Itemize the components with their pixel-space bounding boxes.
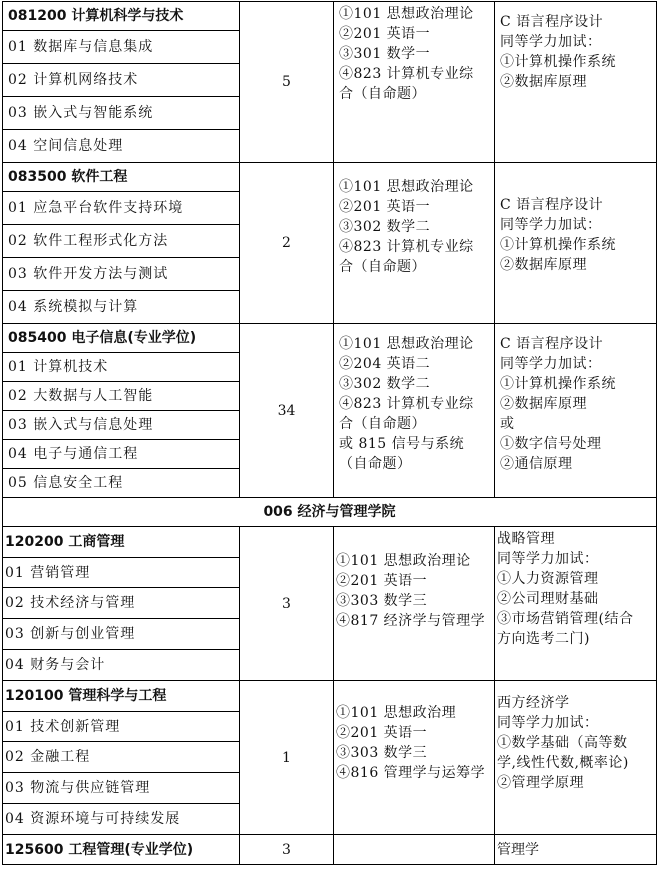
exam-line: ④816 管理学与运筹学: [336, 765, 486, 781]
exam-line: ②204 英语二: [339, 356, 431, 372]
retest-subjects: [495, 163, 657, 324]
exam-line: ③303 数学三: [336, 593, 428, 609]
exam-subjects: [334, 527, 495, 681]
major-title: 081200 计算机科学与技术: [3, 2, 240, 31]
retest-line: ①计算机操作系统: [500, 237, 616, 253]
research-direction: 03 嵌入式与信息处理: [3, 411, 240, 440]
retest-line: 同等学力加试：: [500, 34, 602, 50]
exam-line: ②201 英语一: [339, 199, 431, 215]
research-direction: 04 财务与会计: [3, 650, 240, 681]
research-direction: 02 大数据与人工智能: [3, 382, 240, 411]
exam-line: 合（自命题）: [339, 259, 426, 275]
exam-subjects: [334, 835, 495, 865]
retest-line: ②数据库原理: [500, 74, 587, 90]
enrollment-count: 5: [240, 2, 334, 163]
major-title: 083500 软件工程: [3, 163, 240, 192]
major-title: 120100 管理科学与工程: [3, 681, 240, 712]
exam-line: ③302 数学二: [339, 376, 431, 392]
retest-subjects: [495, 835, 657, 865]
retest-line: C 语言程序设计: [500, 14, 604, 30]
exam-subjects: [334, 681, 495, 835]
admissions-table: [2, 1, 657, 865]
retest-line: 同等学力加试：: [497, 551, 599, 567]
major-title: 085400 电子信息(专业学位): [3, 324, 240, 353]
exam-line: ④817 经济学与管理学: [336, 613, 486, 629]
research-direction: 01 数据库与信息集成: [3, 31, 240, 64]
retest-subjects: [495, 324, 657, 498]
exam-subjects: [334, 324, 495, 498]
research-direction: 04 空间信息处理: [3, 130, 240, 163]
major-title: 120200 工商管理: [3, 527, 240, 558]
research-direction: 04 资源环境与可持续发展: [3, 804, 240, 835]
research-direction: 01 应急平台软件支持环境: [3, 192, 240, 225]
enrollment-count: 34: [240, 324, 334, 498]
exam-line: ②201 英语一: [339, 26, 431, 42]
enrollment-count: 3: [240, 835, 334, 865]
enrollment-count: 3: [240, 527, 334, 681]
retest-line: 或: [500, 416, 515, 432]
research-direction: 01 计算机技术: [3, 353, 240, 382]
retest-line: 管理学: [497, 841, 539, 858]
exam-line: ④823 计算机专业综: [339, 66, 474, 82]
retest-line: ③市场营销管理(结合: [497, 611, 634, 627]
retest-line: ①计算机操作系统: [500, 376, 616, 392]
exam-subjects: [334, 2, 495, 163]
exam-line: ②201 英语一: [336, 573, 428, 589]
research-direction: 05 信息安全工程: [3, 469, 240, 498]
research-direction: 02 计算机网络技术: [3, 64, 240, 97]
enrollment-count: 2: [240, 163, 334, 324]
research-direction: 01 技术创新管理: [3, 712, 240, 742]
retest-line: 学,线性代数,概率论): [497, 755, 629, 771]
exam-line: 合（自命题）: [339, 416, 426, 432]
retest-line: 同等学力加试：: [500, 217, 602, 233]
retest-line: 同等学力加试：: [497, 715, 599, 731]
exam-line: 或 815 信号与系统: [339, 436, 465, 452]
research-direction: 03 软件开发方法与测试: [3, 258, 240, 291]
research-direction: 02 软件工程形式化方法: [3, 225, 240, 258]
research-direction: 03 创新与创业管理: [3, 619, 240, 650]
exam-line: 合（自命题）: [339, 86, 426, 102]
retest-line: 战略管理: [497, 531, 555, 547]
retest-line: ②通信原理: [500, 456, 573, 472]
retest-line: ②公司理财基础: [497, 591, 599, 607]
retest-line: C 语言程序设计: [500, 336, 604, 352]
research-direction: 02 金融工程: [3, 742, 240, 773]
research-direction: 02 技术经济与管理: [3, 588, 240, 619]
research-direction: 03 物流与供应链管理: [3, 773, 240, 804]
college-header: 006 经济与管理学院: [3, 498, 657, 527]
research-direction: 01 营销管理: [3, 558, 240, 588]
exam-line: ①101 思想政治理论: [339, 336, 474, 352]
exam-line: ④823 计算机专业综: [339, 239, 474, 255]
exam-line: ①101 思想政治理论: [339, 6, 474, 22]
exam-line: ④823 计算机专业综: [339, 396, 474, 412]
research-direction: 03 嵌入式与智能系统: [3, 97, 240, 130]
enrollment-count: 1: [240, 681, 334, 835]
exam-line: ①101 思想政治理: [336, 705, 457, 721]
retest-line: ①计算机操作系统: [500, 54, 616, 70]
major-title: 125600 工程管理(专业学位): [3, 835, 240, 865]
retest-line: 西方经济学: [497, 695, 570, 711]
research-direction: 04 电子与通信工程: [3, 440, 240, 469]
retest-subjects: [495, 527, 657, 681]
retest-line: C 语言程序设计: [500, 197, 604, 213]
retest-subjects: [495, 681, 657, 835]
exam-line: ③301 数学一: [339, 46, 431, 62]
exam-line: ②201 英语一: [336, 725, 428, 741]
retest-subjects: [495, 2, 657, 163]
exam-line: ③303 数学三: [336, 745, 428, 761]
exam-line: ③302 数学二: [339, 219, 431, 235]
retest-line: ②管理学原理: [497, 775, 584, 791]
retest-line: 同等学力加试：: [500, 356, 602, 372]
exam-subjects: [334, 163, 495, 324]
retest-line: ②数据库原理: [500, 396, 587, 412]
exam-line: （自命题）: [339, 456, 412, 472]
research-direction: 04 系统模拟与计算: [3, 291, 240, 324]
retest-line: ②数据库原理: [500, 257, 587, 273]
retest-line: 方向选考二门): [497, 631, 590, 647]
retest-line: ①人力资源管理: [497, 571, 599, 587]
exam-line: ①101 思想政治理论: [339, 179, 474, 195]
retest-line: ①数学基础（高等数: [497, 735, 628, 751]
retest-line: ①数字信号处理: [500, 436, 602, 452]
exam-line: ①101 思想政治理论: [336, 553, 471, 569]
